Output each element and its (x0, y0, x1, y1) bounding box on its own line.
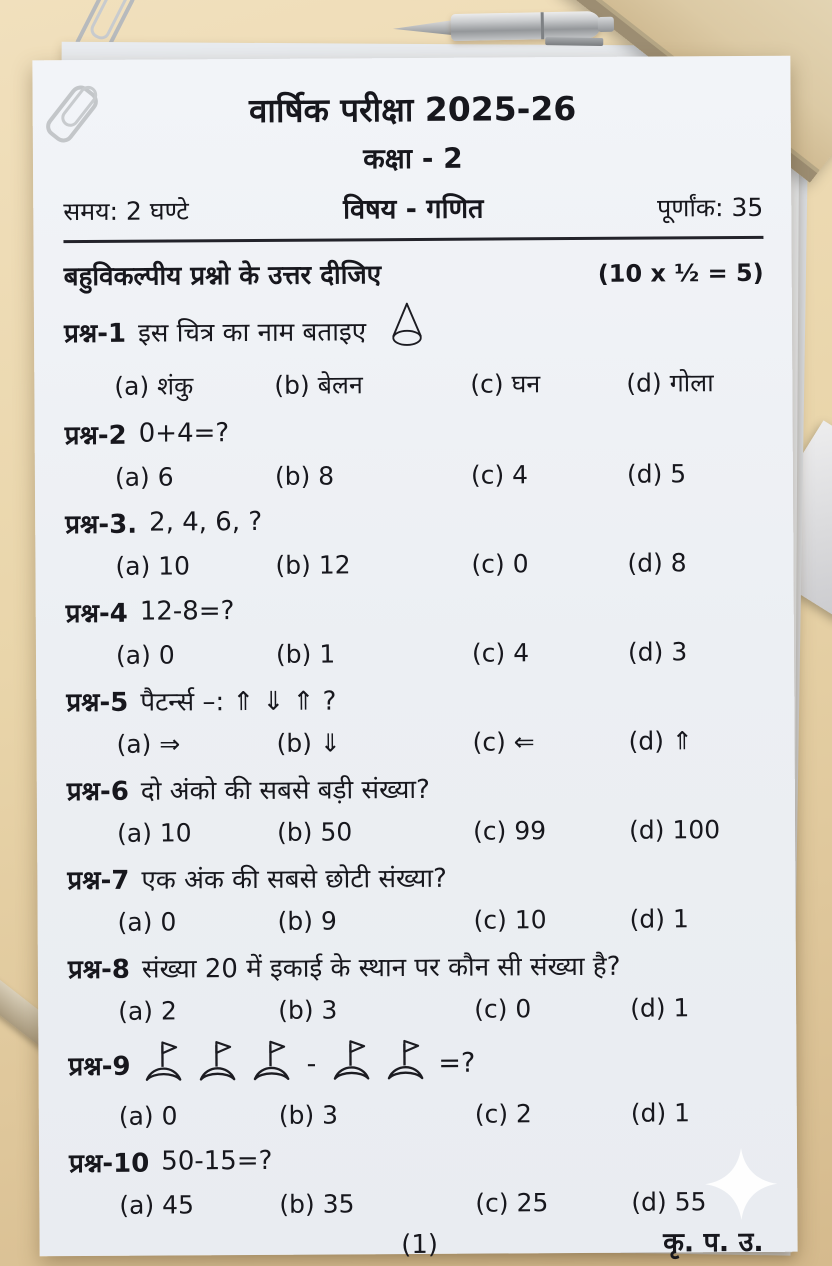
option-a: (a) 2 (118, 996, 177, 1026)
option-c: (c) 25 (475, 1188, 549, 1218)
option-a: (a) 45 (119, 1190, 195, 1220)
option-a: (a) 0 (115, 640, 175, 670)
option-d: (d) 1 (630, 993, 690, 1023)
option-c: (c) 2 (474, 1099, 532, 1129)
question-1 (64, 302, 765, 403)
option-c: (c) घन (470, 369, 541, 399)
pen-icon (393, 8, 619, 53)
option-d: (d) 55 (631, 1187, 707, 1217)
question-4 (66, 590, 766, 670)
option-a: (a) 10 (116, 818, 192, 848)
option-d: (d) गोला (626, 368, 714, 398)
option-b: (b) 1 (275, 639, 336, 669)
equals-question: =? (438, 1047, 476, 1079)
option-c: (c) 0 (474, 994, 532, 1024)
total-marks-label: पूर्णांक: 35 (657, 192, 764, 223)
option-b: (b) 9 (277, 906, 337, 936)
class-line: कक्षा - 2 (363, 141, 463, 176)
question-10 (69, 1140, 769, 1220)
option-c: (c) 10 (473, 905, 547, 935)
option-b: (b) बेलन (274, 370, 363, 400)
subject-label: विषय - गणित (342, 193, 484, 226)
pen-seam (541, 12, 545, 39)
flag-icon (251, 1038, 291, 1090)
question-label: प्रश्न-3. (65, 509, 138, 541)
option-b: (b) 3 (278, 995, 338, 1025)
option-c: (c) ⇐ (472, 727, 535, 757)
option-d: (d) 100 (628, 815, 721, 845)
question-label: प्रश्न-6 (66, 776, 129, 808)
flag-icon (197, 1038, 237, 1090)
question-label: प्रश्न-5 (66, 687, 129, 719)
question-8 (68, 946, 768, 1026)
question-text: दो अंको की सबसे बड़ी संख्या? (140, 774, 431, 807)
question-label: प्रश्न-10 (69, 1148, 150, 1180)
question-text: 50-15=? (161, 1145, 273, 1177)
option-a: (a) 10 (115, 551, 191, 581)
flag-icon (331, 1037, 371, 1089)
option-b: (b) 35 (279, 1189, 355, 1219)
exam-paper (32, 56, 797, 1261)
option-d: (d) 3 (627, 637, 688, 667)
question-2 (65, 412, 765, 492)
section-header (64, 253, 764, 293)
question-7 (67, 857, 767, 937)
section-marks: (10 x ½ = 5) (597, 258, 764, 288)
page-title: वार्षिक परीक्षा 2025-26 (248, 89, 577, 131)
question-label: प्रश्न-2 (64, 420, 127, 452)
flag-icon (385, 1037, 425, 1089)
question-label: प्रश्न-4 (65, 598, 128, 630)
option-b: (b) ⇓ (276, 728, 341, 758)
pen-tip (393, 20, 453, 36)
option-a: (a) 6 (114, 462, 174, 492)
turn-page-note: कृ. प. उ. (663, 1226, 764, 1259)
minus-operator: - (306, 1048, 317, 1080)
option-d: (d) 8 (627, 548, 687, 578)
question-text: 2, 4, 6, ? (149, 506, 263, 538)
question-label: प्रश्न-9 (68, 1051, 131, 1083)
question-label: प्रश्न-8 (67, 954, 131, 986)
question-text: एक अंक की सबसे छोटी संख्या? (141, 863, 447, 896)
option-b: (b) 3 (278, 1100, 339, 1130)
question-text: संख्या 20 में इकाई के स्थान पर कौन सी संख्या है? (141, 951, 621, 985)
option-b: (b) 50 (276, 817, 353, 847)
option-c: (c) 4 (470, 460, 529, 490)
flag-icon (143, 1038, 183, 1090)
option-d: (d) 1 (630, 1098, 691, 1128)
question-3 (65, 501, 765, 581)
sparkle-icon (705, 1148, 777, 1224)
page-number: (1) (401, 1229, 439, 1261)
question-text: पैटर्न्स –: ⇑ ⇓ ⇑ ? (140, 686, 337, 718)
option-a: (a) ⇒ (116, 729, 181, 759)
time-label: समय: 2 घण्टे (63, 196, 189, 227)
question-9 (68, 1035, 769, 1131)
section-instruction: बहुविकल्पीय प्रश्नो के उत्तर दीजिए (63, 260, 382, 293)
option-d: (d) ⇑ (628, 726, 693, 756)
question-label: प्रश्न-1 (63, 318, 127, 350)
question-text: 0+4=? (138, 418, 230, 449)
option-c: (c) 0 (471, 549, 529, 579)
option-a: (a) 0 (118, 1101, 178, 1131)
option-c: (c) 4 (471, 638, 530, 668)
option-b: (b) 8 (274, 461, 335, 491)
option-d: (d) 1 (629, 904, 689, 934)
question-text: इस चित्र का नाम बताइए (137, 317, 367, 349)
question-5 (66, 679, 766, 759)
option-a: (a) शंकु (114, 371, 194, 401)
paper-footer (69, 1222, 769, 1263)
option-a: (a) 0 (117, 907, 177, 937)
question-label: प्रश्न-7 (67, 865, 130, 897)
pen-clip (545, 37, 603, 46)
meta-row (63, 187, 763, 243)
option-c: (c) 99 (472, 816, 547, 846)
question-text: 12-8=? (139, 596, 235, 627)
option-d: (d) 5 (626, 459, 687, 489)
pen-body (451, 11, 602, 41)
question-6 (67, 768, 767, 848)
pen-knob (598, 17, 614, 32)
cone-figure-icon (382, 300, 432, 356)
option-b: (b) 12 (275, 550, 351, 580)
